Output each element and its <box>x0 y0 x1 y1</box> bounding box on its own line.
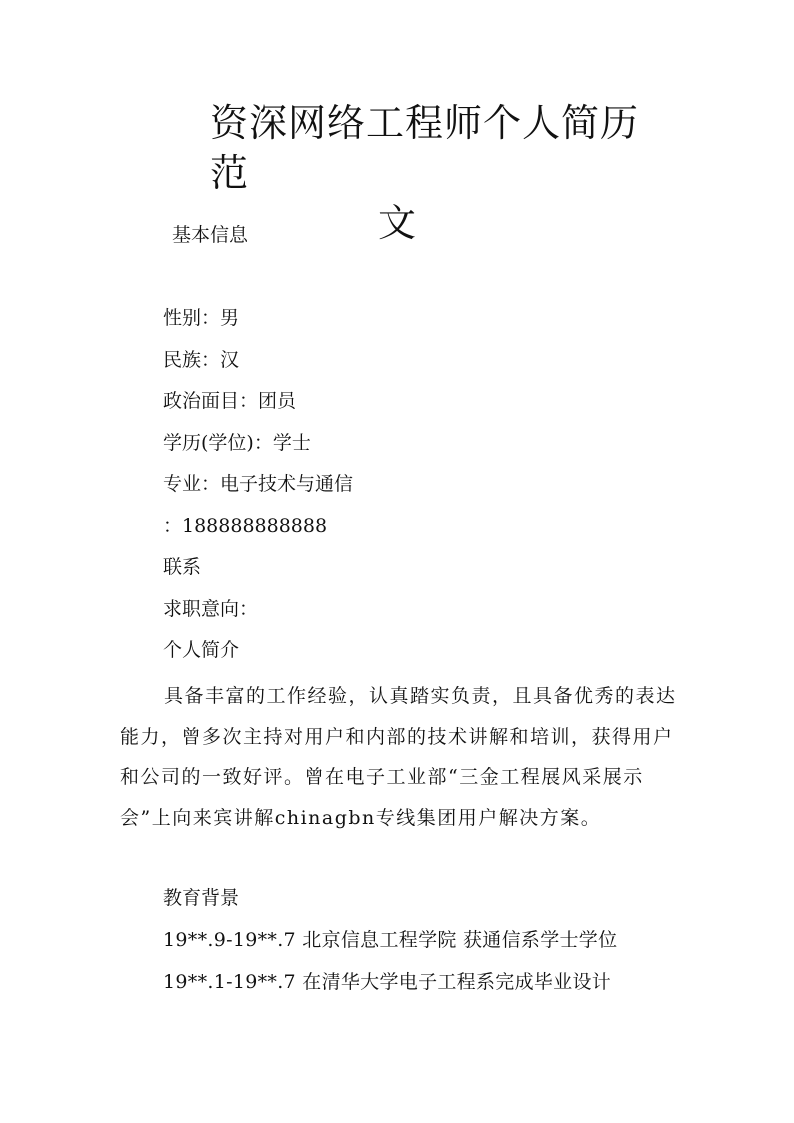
profile-heading: 个人简介 <box>163 639 240 661</box>
basic-info-heading: 基本信息 <box>172 224 249 246</box>
page-title <box>200 98 670 248</box>
education-heading: 教育背景 <box>163 887 240 909</box>
page-title-line-2: 文 <box>378 201 418 245</box>
page-title-line-1: 资深网络工程师个人简历范 <box>210 101 640 195</box>
education-item: 19**.9-19**.7 北京信息工程学院 获通信系学士学位 <box>163 929 618 951</box>
basic-info-list <box>163 304 683 678</box>
education-item: 19**.1-19**.7 在清华大学电子工程系完成毕业设计 <box>163 971 612 993</box>
gender-line: 性别：男 <box>163 307 240 329</box>
major-line: 专业：电子技术与通信 <box>163 473 354 495</box>
job-intention-line: 求职意向： <box>163 597 259 620</box>
ethnicity-line: 民族：汉 <box>163 348 240 371</box>
contact-line: 联系 <box>163 556 202 578</box>
profile-paragraph: 具备丰富的工作经验，认真踏实负责，且具备优秀的表达能力，曾多次主持对用户和内部的技术讲解和培训，获得用户和公司的一致好评。曾在电子工业部“三金工程展风采展示会”上向来宾讲解chinagbn专线集团用户解决方案。 <box>120 685 677 829</box>
political-status-line: 政治面目：团员 <box>163 390 297 412</box>
phone-line: ：188888888888 <box>163 514 328 537</box>
degree-line: 学历(学位)：学士 <box>163 431 311 454</box>
education-list <box>163 926 703 1010</box>
